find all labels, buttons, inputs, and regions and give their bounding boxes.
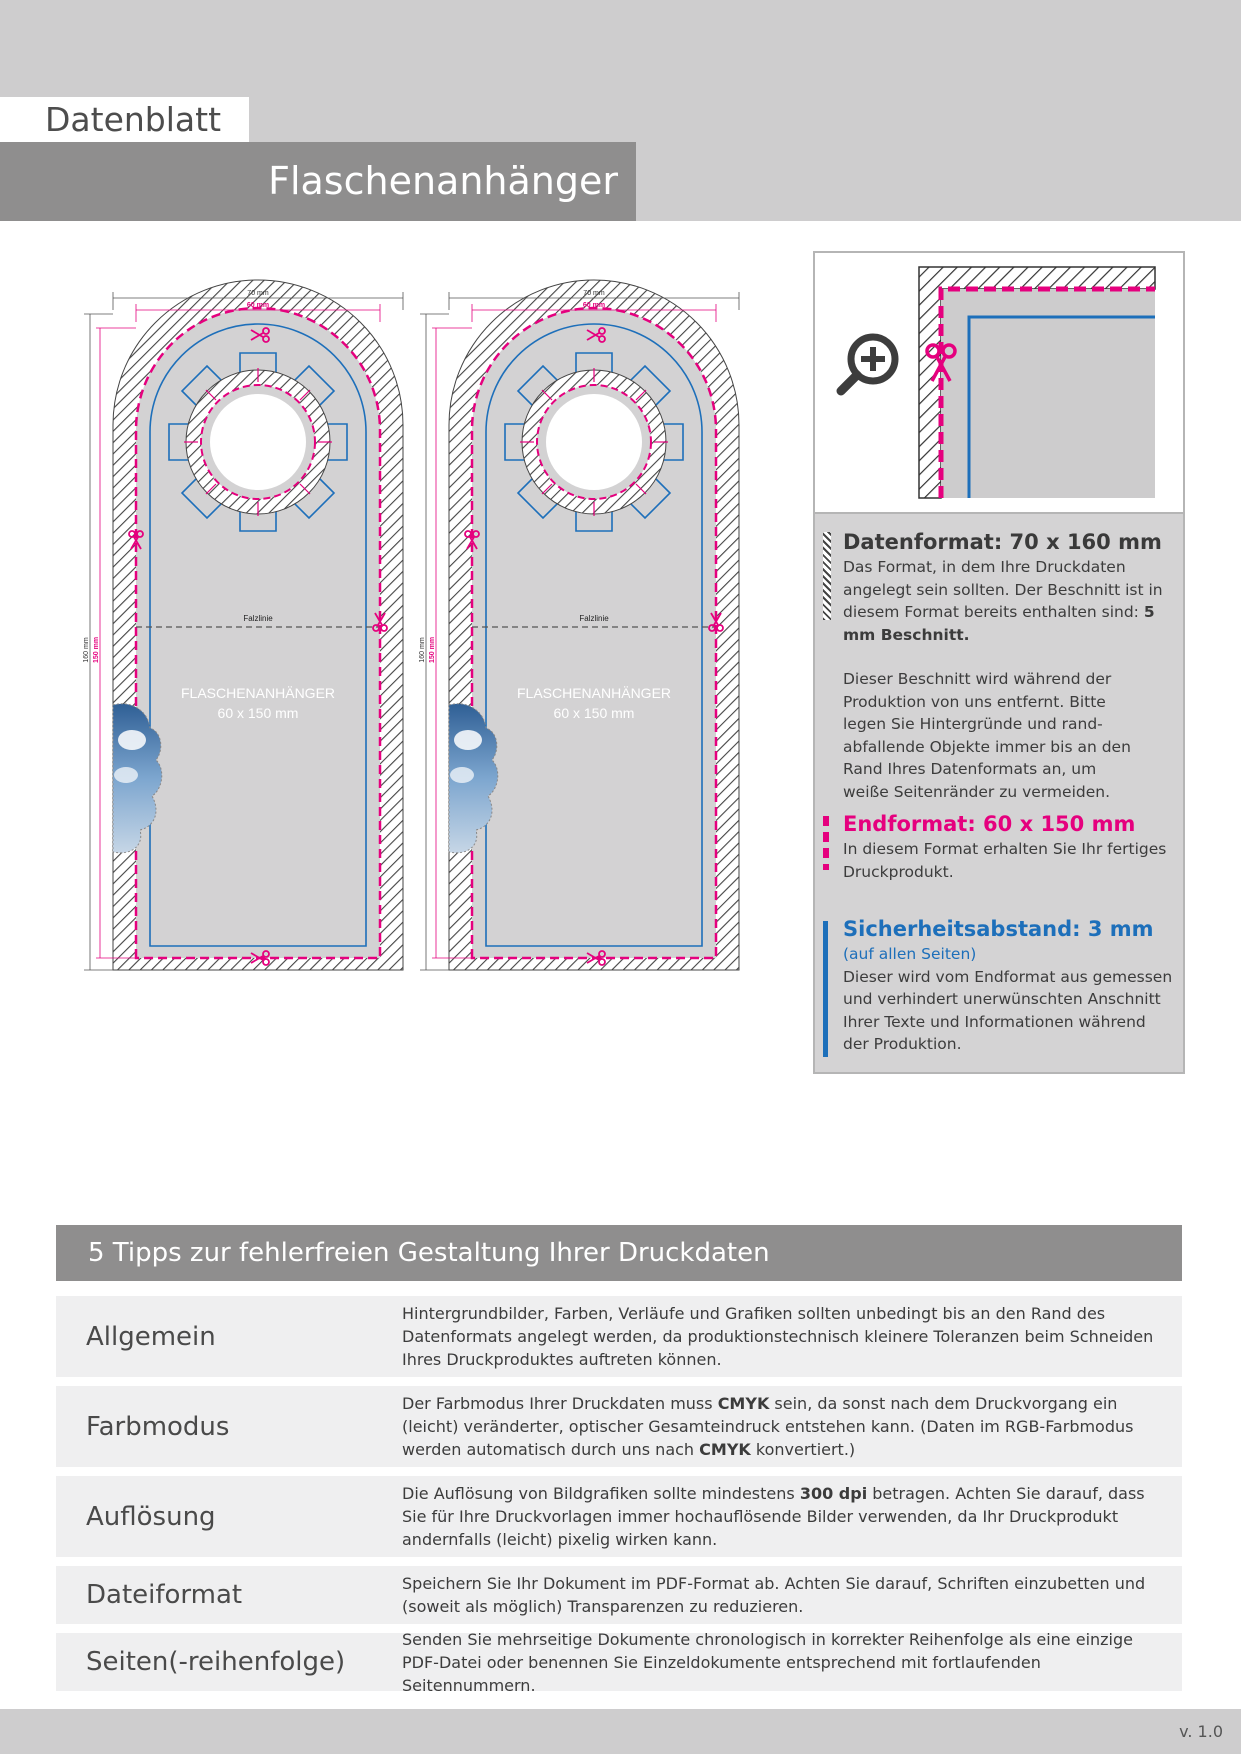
blue-marker xyxy=(823,921,828,1057)
tip-label: Auflösung xyxy=(86,1501,216,1532)
height-total-label: 160 mm xyxy=(83,637,90,663)
product-name-label: FLASCHENANHÄNGER xyxy=(180,685,336,701)
datenformat-text-a: Das Format, in dem Ihre Druckdaten angelegt sein sollten. Der Beschnitt ist in diesem Format bereits enthalten sind: xyxy=(843,558,1163,621)
dashed-magenta-marker xyxy=(823,816,829,870)
format-diagram xyxy=(70,270,760,1000)
tip-text xyxy=(402,1629,1172,1695)
height-final-label: 150 mm xyxy=(93,636,100,664)
product-size-label: 60 x 150 mm xyxy=(553,705,635,721)
document-type-label: Datenblatt xyxy=(45,100,222,139)
tip-text-part: betragen. Achten Sie darauf, dass Sie für Ihre Druckvorlagen immer hochauflösende Bilder verwenden, da Ihr Druckprodukt andernfalls (leicht) pixelig wirken kann. xyxy=(402,1484,1145,1549)
tip-text-part: Der Farbmodus Ihrer Druckdaten muss xyxy=(402,1394,718,1413)
tip-label: Farbmodus xyxy=(86,1411,230,1442)
tip-text-part: Speichern Sie Ihr Dokument im PDF-Format ab. Achten Sie darauf, Schriften einzubetten und (soweit als möglich) Transparenzen zu reduzieren. xyxy=(402,1574,1146,1616)
hang-tag-diagram-left xyxy=(83,280,403,970)
tip-text-part: Die Auflösung von Bildgrafiken sollte mindestens xyxy=(402,1484,800,1503)
datenformat-title: Datenformat: 70 x 160 mm xyxy=(843,530,1162,554)
zoom-in-icon xyxy=(841,337,895,391)
tip-label: Allgemein xyxy=(86,1321,216,1352)
version-label: v. 1.0 xyxy=(1179,1722,1223,1741)
tip-text-bold: CMYK xyxy=(717,1394,770,1413)
width-total-label: 70 mm xyxy=(583,290,605,297)
tip-text xyxy=(402,1296,1172,1377)
width-total-label: 70 mm xyxy=(247,290,269,297)
endformat-section xyxy=(843,812,1173,883)
width-final-label: 60 mm xyxy=(582,302,606,309)
datenformat-section xyxy=(843,530,1173,803)
footer-band xyxy=(0,1709,1241,1754)
fold-line-label: Falzlinie xyxy=(579,614,609,623)
fold-line-label: Falzlinie xyxy=(243,614,273,623)
datenformat-text-b: Dieser Beschnitt wird während der Produktion von uns entfernt. Bitte legen Sie Hintergründe und rand-abfallende Objekte immer bis an den Rand Ihres Datenformats an, um weiße Seitenränder zu vermeiden. xyxy=(843,670,1131,801)
sicherheit-section xyxy=(843,917,1173,1056)
tip-text-part: Hintergrundbilder, Farben, Verläufe und Grafiken sollten unbedingt bis an den Rand des Datenformats angelegt werden, da produktionstechnisch kleinere Toleranzen beim Schneiden Ihres Druckproduktes auftreten können. xyxy=(402,1304,1154,1369)
datenformat-text xyxy=(843,556,1173,646)
tip-row-aufloesung xyxy=(56,1476,1182,1557)
tip-row-farbmodus xyxy=(56,1386,1182,1467)
tip-text xyxy=(402,1476,1172,1557)
sicherheit-text: Dieser wird vom Endformat aus gemessen und verhindert unerwünschten Anschnitt Ihrer Texte und Informationen während der Produktion. xyxy=(843,967,1173,1053)
tips-title: 5 Tipps zur fehlerfreien Gestaltung Ihrer Druckdaten xyxy=(88,1238,770,1268)
product-size-label: 60 x 150 mm xyxy=(217,705,299,721)
endformat-title: Endformat: 60 x 150 mm xyxy=(843,812,1136,836)
endformat-text: In diesem Format erhalten Sie Ihr fertiges Druckprodukt. xyxy=(843,840,1167,881)
corner-detail-graphic xyxy=(815,253,1183,512)
tip-text xyxy=(402,1386,1172,1467)
tip-label: Dateiformat xyxy=(86,1580,243,1610)
tip-row-dateiformat xyxy=(56,1566,1182,1624)
datenformat-text-bold: 5 mm Beschnitt. xyxy=(843,603,1155,644)
height-total-label: 160 mm xyxy=(419,637,426,663)
hatch-marker xyxy=(823,532,831,620)
tip-text xyxy=(402,1566,1172,1624)
height-final-label: 150 mm xyxy=(429,636,436,664)
tip-text-bold: 300 dpi xyxy=(799,1484,868,1503)
format-info-panel xyxy=(813,514,1185,1074)
tip-text-bold: CMYK xyxy=(699,1440,751,1459)
product-name-label: FLASCHENANHÄNGER xyxy=(516,685,672,701)
tip-row-seiten xyxy=(56,1629,1182,1695)
page-title: Flaschenanhänger xyxy=(268,159,618,203)
tip-row-allgemein xyxy=(56,1296,1182,1377)
tip-label: Seiten(-reihenfolge) xyxy=(86,1647,346,1677)
width-final-label: 60 mm xyxy=(246,302,270,309)
sicherheit-title: Sicherheitsabstand: 3 mm xyxy=(843,917,1154,941)
sicherheit-subtitle: (auf allen Seiten) xyxy=(843,945,977,963)
tip-text-part: Senden Sie mehrseitige Dokumente chronologisch in korrekter Reihenfolge als eine einzige PDF-Datei oder benennen Sie Einzeldokumente entsprechend mit fortlaufenden Seitennummern. xyxy=(402,1629,1133,1695)
hang-tag-diagram-right xyxy=(419,280,739,970)
tip-text-part: konvertiert.) xyxy=(750,1440,856,1459)
tip-text-part: sein, da sonst nach dem Druckvorgang ein (leicht) veränderter, optischer Gesamteindruck entstehen kann. (Daten im RGB-Farbmodus werden automatisch durch uns nach xyxy=(402,1394,1134,1459)
zoom-detail-box xyxy=(813,251,1185,514)
